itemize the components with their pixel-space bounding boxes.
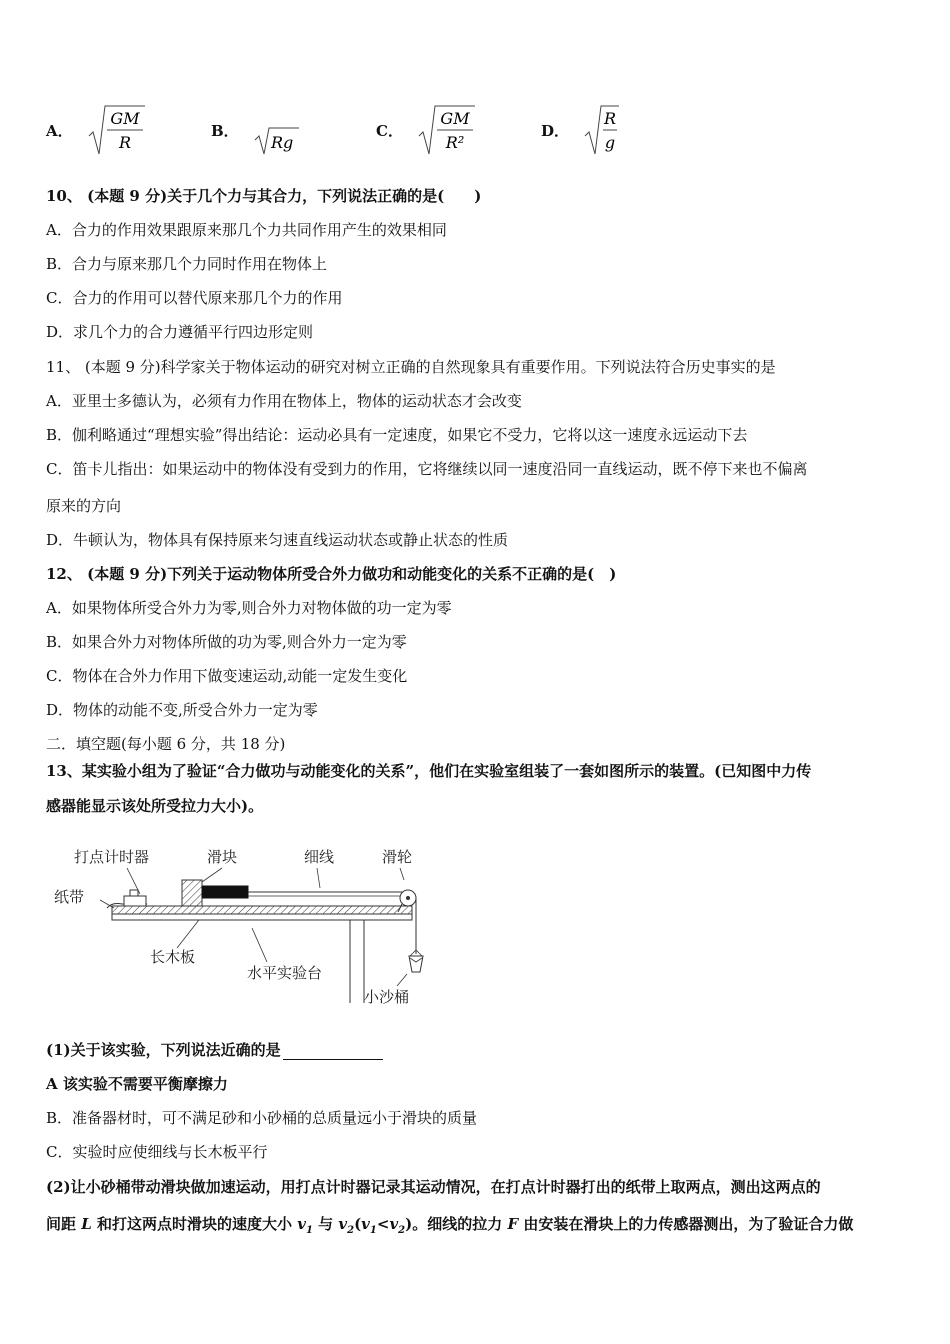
label-timer: 打点计时器 bbox=[74, 848, 150, 866]
option-a-label: A． bbox=[46, 121, 73, 140]
p2-text-a: 间距 bbox=[46, 1215, 82, 1233]
q13-stem-line2: 感器能显示该处所受拉力大小)。 bbox=[46, 797, 264, 815]
label-bucket: 小沙桶 bbox=[364, 988, 410, 1006]
sqrt-gm-over-r bbox=[87, 102, 147, 158]
option-d-label: D． bbox=[541, 121, 570, 140]
p2-text-d: 。细线的拉力 bbox=[412, 1215, 508, 1233]
q13-part1-option-b: B．准备器材时，可不满足砂和小砂桶的总质量远小于滑块的质量 bbox=[46, 1109, 478, 1127]
option-a bbox=[46, 100, 147, 160]
label-tape: 纸带 bbox=[54, 888, 85, 906]
var-v2: $v_2$ bbox=[338, 1215, 355, 1236]
label-thread: 细线 bbox=[304, 848, 335, 866]
apparatus-figure bbox=[52, 838, 432, 1013]
section2-title: 二．填空题(每小题 6 分，共 18 分) bbox=[46, 735, 286, 753]
q12-option-b: B．如果合外力对物体所做的功为零,则合外力一定为零 bbox=[46, 633, 407, 651]
sqrt-rg bbox=[253, 102, 303, 158]
q13-part1-text: (1)关于该实验，下列说法近确的是 bbox=[46, 1041, 281, 1059]
q11-stem: 11、 (本题 9 分)科学家关于物体运动的研究对树立正确的自然现象具有重要作用。下列说法符合历史事实的是 bbox=[46, 358, 776, 376]
d-denominator: g bbox=[604, 133, 616, 152]
label-pulley: 滑轮 bbox=[382, 848, 413, 866]
option-c-label: C． bbox=[376, 121, 403, 140]
q12-stem: 12、 (本题 9 分)下列关于运动物体所受合外力做功和动能变化的关系不正确的是( ) bbox=[46, 565, 617, 583]
q10-option-b: B．合力与原来那几个力同时作用在物体上 bbox=[46, 255, 328, 273]
option-c bbox=[376, 100, 477, 160]
a-numerator: GM bbox=[110, 109, 140, 128]
c-numerator: GM bbox=[440, 109, 470, 128]
q13-stem-line1: 13、某实验小组为了验证“合力做功与动能变化的关系”，他们在实验室组装了一套如图所示的装置。(已知图中力传 bbox=[46, 762, 812, 780]
q12-option-a: A．如果物体所受合外力为零,则合外力对物体做的功一定为零 bbox=[46, 599, 452, 617]
p2-text-b: 和打这两点时滑块的速度大小 bbox=[91, 1215, 298, 1233]
q11-option-d: D．牛顿认为，物体具有保持原来匀速直线运动状态或静止状态的性质 bbox=[46, 531, 509, 549]
apparatus-diagram bbox=[52, 838, 432, 1013]
q11-option-c-line2: 原来的方向 bbox=[46, 497, 122, 515]
c-denominator: R² bbox=[445, 133, 465, 152]
q10-option-d: D．求几个力的合力遵循平行四边形定则 bbox=[46, 323, 314, 341]
q11-option-b: B．伽利略通过“理想实验”得出结论：运动必具有一定速度，如果它不受力，它将以这一速度永远运动下去 bbox=[46, 426, 748, 444]
d-numerator: R bbox=[603, 109, 617, 128]
q11-option-c-line1: C．笛卡儿指出：如果运动中的物体没有受到力的作用，它将继续以同一速度沿同一直线运动，既不停下来也不偏离 bbox=[46, 460, 808, 478]
var-L: L bbox=[81, 1215, 92, 1233]
p2-text-c: 与 bbox=[312, 1215, 339, 1233]
q10-option-a: A．合力的作用效果跟原来那几个力共同作用产生的效果相同 bbox=[46, 221, 447, 239]
q13-part1-option-c: C．实验时应使细线与长木板平行 bbox=[46, 1143, 268, 1161]
sqrt-gm-over-r2 bbox=[417, 102, 477, 158]
label-table: 水平实验台 bbox=[247, 964, 323, 982]
b-expression: Rg bbox=[270, 133, 293, 152]
q10-option-c: C．合力的作用可以替代原来那几个力的作用 bbox=[46, 289, 343, 307]
q10-stem: 10、 (本题 9 分)关于几个力与其合力，下列说法正确的是( ) bbox=[46, 187, 482, 205]
answer-blank[interactable] bbox=[283, 1043, 383, 1060]
q12-option-c: C．物体在合外力作用下做变速运动,动能一定发生变化 bbox=[46, 667, 408, 685]
var-F: F bbox=[507, 1215, 519, 1233]
q13-part2-line2: 间距 L 和打这两点时滑块的速度大小 $v_1$ 与 $v_2(v_1<v_2)$。细线的拉力 F 由安装在滑块上的力传感器测出，为了验证合力做 bbox=[46, 1215, 854, 1236]
q13-part1-option-a: A 该实验不需要平衡摩擦力 bbox=[46, 1075, 228, 1093]
q11-option-a: A．亚里士多德认为，必须有力作用在物体上，物体的运动状态才会改变 bbox=[46, 392, 522, 410]
var-v1: $v_1$ bbox=[297, 1215, 313, 1236]
a-denominator: R bbox=[118, 133, 131, 152]
q13-part2-line1: (2)让小砂桶带动滑块做加速运动，用打点计时器记录其运动情况，在打点计时器打出的纸带上取两点，测出这两点的 bbox=[46, 1178, 821, 1196]
sqrt-r-over-g bbox=[583, 102, 623, 158]
var-v1-cond: $v_1$ bbox=[361, 1215, 377, 1236]
p2-text-e: 由安装在滑块上的力传感器测出，为了验证合力做 bbox=[518, 1215, 854, 1233]
option-b bbox=[211, 100, 303, 160]
var-v2-cond: $v_2$ bbox=[389, 1215, 406, 1236]
option-b-label: B． bbox=[211, 121, 239, 140]
q12-option-d: D．物体的动能不变,所受合外力一定为零 bbox=[46, 701, 318, 719]
label-board: 长木板 bbox=[150, 948, 196, 966]
q9-options bbox=[46, 100, 906, 160]
option-d bbox=[541, 100, 623, 160]
q13-part1 bbox=[46, 1040, 383, 1060]
label-slider: 滑块 bbox=[207, 848, 238, 866]
